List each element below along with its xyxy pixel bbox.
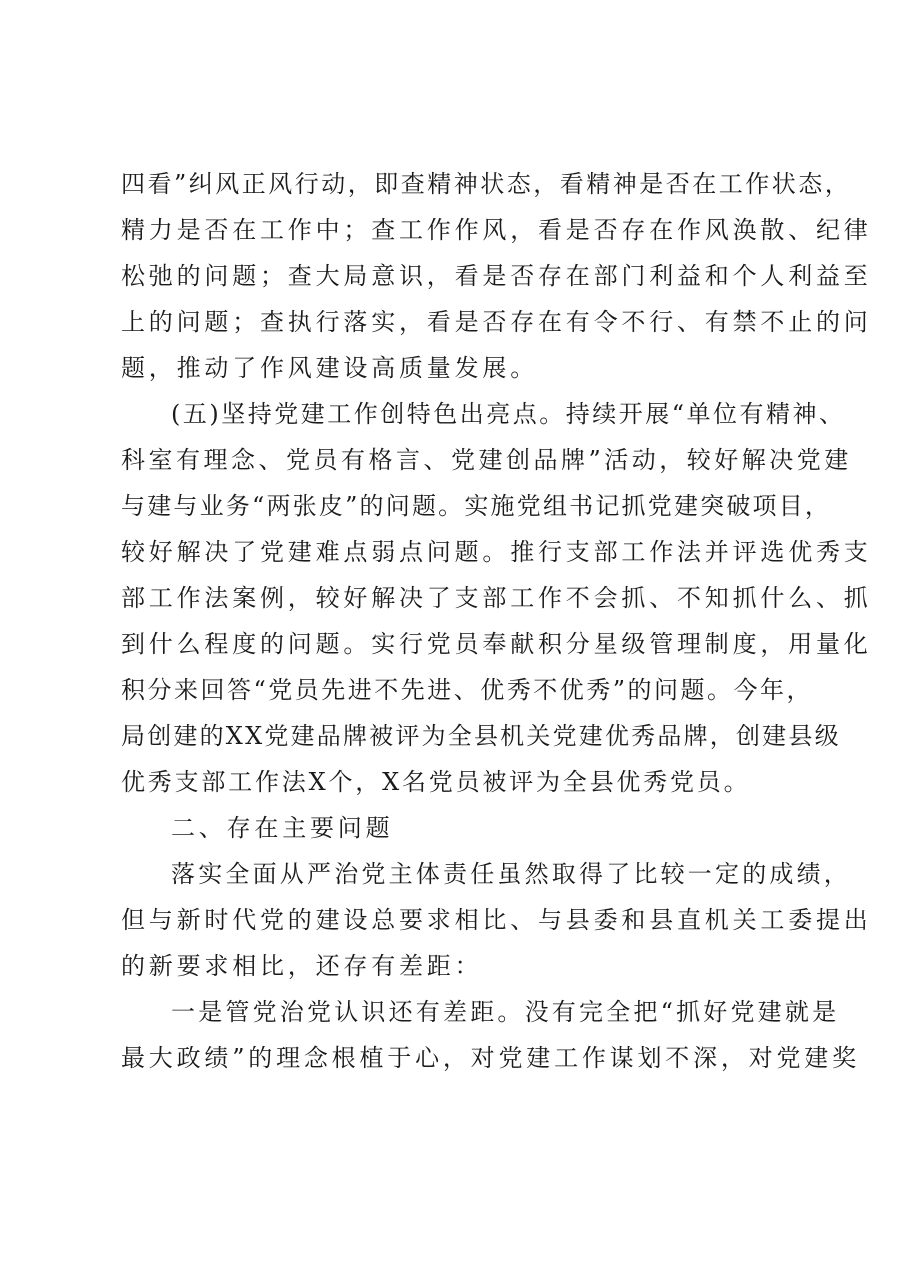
text-line: (五)坚持党建工作创特色出亮点。持续开展“单位有精神、 [171,400,846,428]
text-line: 与建与业务“两张皮”的问题。实施党组书记抓党建突破项目， [121,492,832,520]
section-heading: 二、存在主要问题 [171,814,394,842]
text-line: 最大政绩”的理念根植于心，对党建工作谋划不深，对党建奖 [121,1044,860,1072]
text-line: 局创建的XX党建品牌被评为全县机关党建优秀品牌，创建县级 [121,722,841,750]
text-line: 四看”纠风正风行动，即查精神状态，看精神是否在工作状态， [121,170,852,198]
text-line: 但与新时代党的建设总要求相比、与县委和县直机关工委提出 [121,906,872,934]
text-line: 积分来回答“党员先进不先进、优秀不优秀”的问题。今年， [121,676,814,704]
text-line: 科室有理念、党员有格言、党建创品牌”活动，较好解决党建 [121,446,852,474]
text-line: 上的问题；查执行落实，看是否存在有令不行、有禁不止的问 [121,308,872,336]
text-line: 一是管党治党认识还有差距。没有完全把“抓好党建就是 [171,998,840,1026]
text-line: 较好解决了党建难点弱点问题。推行支部工作法并评选优秀支 [121,538,872,566]
text-line: 的新要求相比，还存有差距： [121,952,483,980]
text-line: 精力是否在工作中；查工作作风，看是否存在作风涣散、纪律 [121,216,872,244]
text-line: 部工作法案例，较好解决了支部工作不会抓、不知抓什么、抓 [121,584,872,612]
text-line: 优秀支部工作法X个，X名党员被评为全县优秀党员。 [121,768,751,796]
text-line: 落实全面从严治党主体责任虽然取得了比较一定的成绩， [171,860,851,888]
text-line: 松弛的问题；查大局意识，看是否存在部门利益和个人利益至 [121,262,872,290]
text-line: 题，推动了作风建设高质量发展。 [121,354,538,382]
text-line: 到什么程度的问题。实行党员奉献积分星级管理制度，用量化 [121,630,872,658]
